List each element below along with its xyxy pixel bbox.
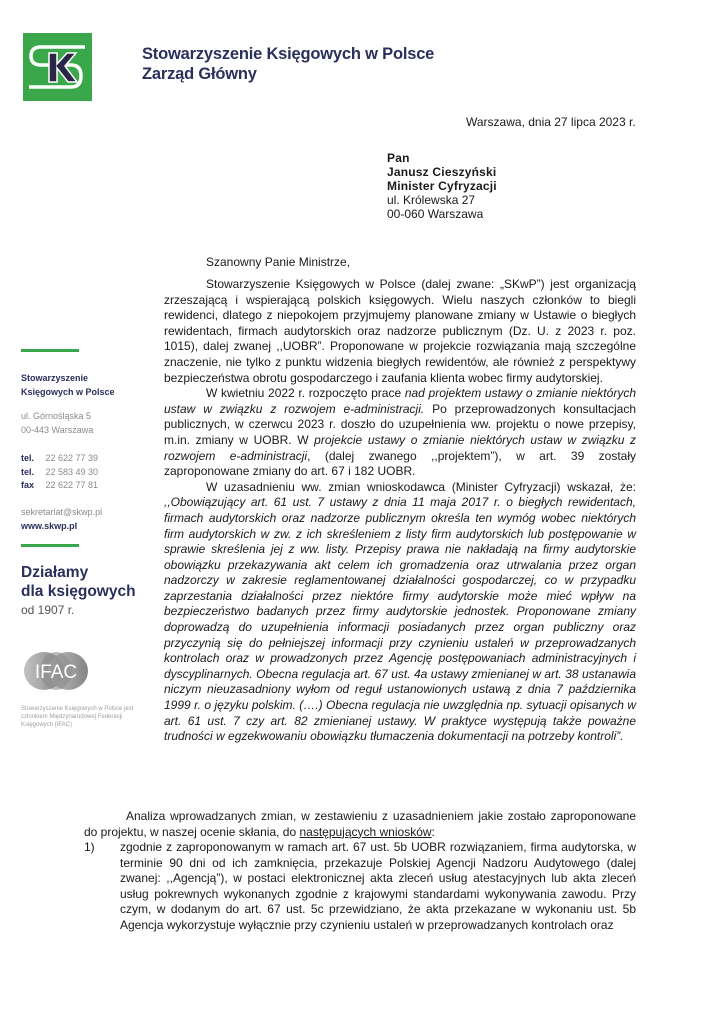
analysis-paragraph	[84, 809, 636, 840]
website-link[interactable]: www.skwp.pl	[21, 520, 78, 531]
p3-quote: ,,Obowiązujący art. 61 ust. 7 ustawy z dnia 11 maja 2017 r. o biegłych rewidentach, firmach audytorskich oraz nadzorze publicznym określa ten wymóg wobec niektórych firm audytorskich w zw. z ich skreśleniem z listy firm audytorskich lub postępowanie w sprawie skreślenia jej z ww. listy. Przepisy prawa nie nakładają na firmy audytorskie obowiązku przekazywania akt celem ich gromadzenia oraz utrwalania przez organ nadzorczy w zakresie reglamentowanej działalności gospodarczej, co w przypadku zaprzestania działalności przez niektóre firmy audytorskie może mieć wpływ na bezpieczeństwo badanych przez firmy audytorskie jednostek. Proponowane zmiany doprowadzą do uzupełnienia informacji posiadanych przez organ publiczny oraz przyczynią się do pełniejszej informacji przy czynieniu ustaleń w przeprowadzanych kontrolach oraz w prowadzonych przez Agencję postępowaniach administracyjnych i dyscyplinarnych. Obecna regulacja art. 67 ust. 4a ustawy zmienianej w art. 38 ustanawia niczym nieuzasadniony wyłom od reguł ustanowionych ustawą z dnia 7 października 1999 r. o języku polskim. (….) Obecna regulacja nie uwzględnia np. sytuacji opisanych w art. 61 ust. 7 czy art. 82 zmienianej ustawy. W praktyce występują także poważne trudności w egzekwowaniu obowiązku tłumaczenia dokumentacji na potrzeby kontroli”.	[164, 495, 636, 744]
p2-italic-title: projekcie ustawy o zmianie niektórych ustaw w związku z rozwojem e-administracji	[164, 432, 636, 463]
paragraph-1: Stowarzyszenie Księgowych w Polsce (dalej zwane: „SKwP”) jest organizacją zrzeszającą i wspierającą polskich księgowych. Wielu naszych członków to biegli rewidenci, dlatego z niepokojem przyjmujemy planowane zmiany w Ustawie o biegłych rewidentach, firmach audytorskich oraz nadzorze publicznym (Dz. U. z 2023 r. poz. 1015), dalej zwanej ,,UOBR”. Proponowane w projekcie rozwiązania mają szczególne znaczenie, nie tylko z punktu widzenia biegłych rewidentów, ale również z perspektywy bezpieczeństwa obrotu gospodarczego i zaufania klienta wobec firmy audytorskiej.	[164, 277, 636, 385]
contact-value: 22 622 77 81	[45, 480, 99, 490]
slogan-line2: dla księgowych	[21, 583, 136, 600]
sidebar-contacts	[21, 452, 146, 493]
conclusions-list	[84, 840, 636, 934]
sidebar-divider-top	[21, 349, 79, 352]
p2-italic-title: nad projektem ustawy o zmianie niektórych ustaw w związku z rozwojem e-administracji.	[164, 386, 636, 416]
p3-text: W uzasadnieniu ww. zmian wnioskodawca (Minister Cyfryzacji) wskazał, że:	[206, 479, 636, 494]
p2-text: , (dalej zwanego ,,projektem”), w art. 39 zostały zaproponowane zmiany do art. 67 i 182 UOBR.	[164, 448, 636, 479]
contact-row	[21, 466, 146, 480]
slogan-since: od 1907 r.	[21, 603, 75, 617]
list-item-text: zgodnie z zaproponowanym w ramach art. 67 ust. 5b UOBR rozwiązaniem, firma audytorska, w terminie 90 dni od ich zamknięcia, przekazuje Polskiej Agencji Nadzoru Audytowego (dalej zwanej: ,,Agencją”), w postaci elektronicznej akta zleceń usług atestacyjnych lub akta zleceń usług pokrewnych wykonanych zgodnie z krajowymi standardami wykonywania zawodu. Przy czym, w dodanym do art. 67 ust. 5c przewidziano, że akta przekazane w wykonaniu ust. 5b Agencja wykorzystuje wyłącznie przy czynieniu ustaleń w przeprowadzanych kontrolach oraz	[120, 840, 636, 932]
recipient-title: Pan	[387, 151, 410, 165]
analysis-underlined: następujących wniosków	[299, 824, 432, 839]
analysis-text: Analiza wprowadzanych zmian, w zestawieniu z uzasadnieniem jakie zostało zaproponowane do projektu, w naszej ocenie skłania, do	[84, 809, 636, 839]
sidebar-org-line1: Stowarzyszenie	[21, 373, 89, 383]
recipient-address	[387, 151, 497, 221]
slogan-line1: Działamy	[21, 564, 89, 581]
ifac-logo-text: IFAC	[34, 662, 78, 683]
contact-label: tel.	[21, 453, 35, 463]
ifac-membership-note: Stowarzyszenie Księgowych w Polsce jest członkiem Międzynarodowej Federacji Księgowych (IFAC)	[21, 706, 134, 728]
greeting: Szanowny Panie Ministrze,	[206, 255, 351, 269]
contact-value: 22 622 77 39	[45, 453, 99, 463]
sidebar-org-line2: Księgowych w Polsce	[21, 387, 115, 397]
contact-row	[21, 452, 146, 466]
paragraph-2	[164, 386, 636, 480]
sidebar-address	[21, 409, 146, 437]
sidebar-org-name	[21, 371, 146, 399]
list-item-number: 1)	[84, 840, 95, 854]
recipient-name: Janusz Cieszyński	[387, 165, 497, 179]
contact-row	[21, 479, 146, 493]
email-link[interactable]: sekretariat@skwp.pl	[21, 507, 103, 517]
analysis-text: :	[431, 824, 435, 839]
recipient-position: Minister Cyfryzacji	[387, 179, 497, 193]
letter-body	[164, 277, 636, 745]
org-name: Stowarzyszenie Księgowych w Polsce	[142, 45, 435, 63]
recipient-city: 00-060 Warszawa	[387, 207, 484, 221]
p2-text: Po przeprowadzonych konsultacjach publicznych, w czerwcu 2023 r. doszło do uzupełnienia ww. projektu o nowe przepisy, m.in. zmiany w UOBR. W	[164, 401, 636, 447]
contact-label: tel.	[21, 466, 35, 477]
sidebar-address-line2: 00-443 Warszawa	[21, 425, 94, 435]
sidebar-web-contacts	[21, 506, 146, 533]
p2-text: W kwietniu 2022 r. rozpoczęto prace	[206, 386, 405, 401]
org-unit: Zarząd Główny	[142, 65, 257, 83]
list-item	[84, 840, 636, 934]
date-line: Warszawa, dnia 27 lipca 2023 r.	[466, 115, 636, 129]
contact-label: fax	[21, 480, 35, 490]
paragraph-3	[164, 480, 636, 745]
sidebar-address-line1: ul. Górnośląska 5	[21, 411, 92, 421]
ifac-logo-icon	[22, 650, 90, 692]
skwp-logo-icon	[23, 33, 92, 101]
contact-value: 22 583 49 30	[45, 466, 99, 477]
sidebar-divider-bottom	[21, 544, 79, 547]
organization-header	[142, 44, 434, 84]
slogan	[21, 563, 136, 601]
recipient-street: ul. Królewska 27	[387, 193, 476, 207]
